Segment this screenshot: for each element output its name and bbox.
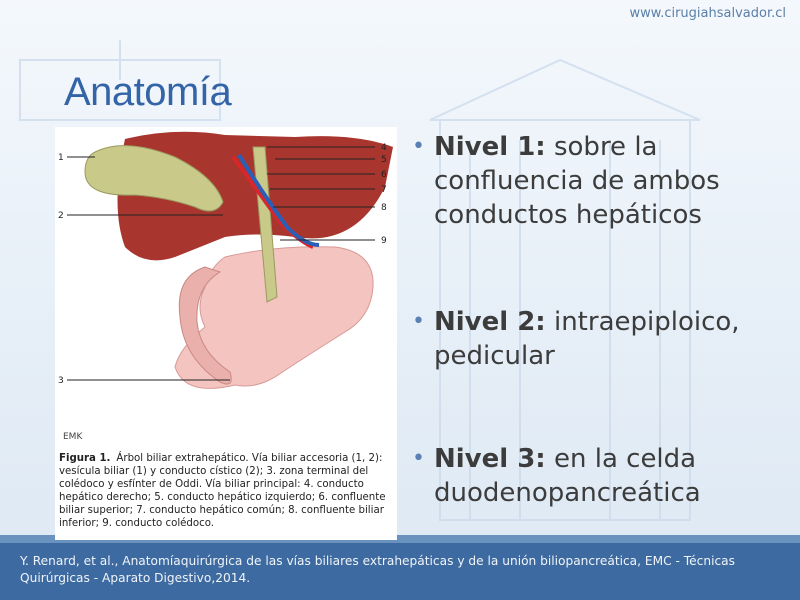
bullet-dot-icon: •: [412, 134, 425, 159]
label-1: 1: [58, 153, 64, 163]
label-9: 9: [381, 236, 387, 246]
bullet-text: intraepiploico, pedicular: [434, 307, 740, 371]
bullet-dot-icon: •: [412, 309, 425, 334]
label-2: 2: [58, 211, 64, 221]
label-6: 6: [381, 170, 387, 180]
label-8: 8: [381, 203, 387, 213]
bullet-lead: Nivel 1:: [434, 132, 546, 162]
anatomy-figure: [55, 127, 397, 540]
caption-label: Figura 1.: [59, 453, 111, 464]
caption-text: Árbol biliar extrahepático. Vía biliar accesoria (1, 2): vesícula biliar (1) y conducto cístico (2); 3. zona terminal del colédoco y esfínter de Oddi. Vía biliar principal: 4. conducto hepático derecho; 5. conducto hepático izquierdo; 6. confluente biliar superior; 7. conducto hepático común; 8. confluente biliar inferior; 9. conducto colédoco.: [59, 453, 386, 529]
bullet-nivel-2: [410, 305, 790, 373]
figure-caption: [59, 452, 393, 530]
biliary-tree-illustration: [55, 127, 397, 447]
label-7: 7: [381, 185, 387, 195]
label-3: 3: [58, 376, 64, 386]
slide-title: Anatomía: [64, 70, 232, 114]
bullet-nivel-3: [410, 442, 790, 510]
citation: Y. Renard, et al., Anatomíaquirúrgica de las vías biliares extrahepáticas y de la unión biliopancreática, EMC - Técnicas Quirúrgicas - Aparato Digestivo,2014.: [20, 554, 735, 585]
bullet-lead: Nivel 3:: [434, 444, 546, 474]
label-4: 4: [381, 143, 387, 153]
label-5: 5: [381, 155, 387, 165]
bullet-text: en la celda duodenopancreática: [434, 444, 701, 508]
bullet-nivel-1: [410, 130, 790, 232]
bullet-lead: Nivel 2:: [434, 307, 546, 337]
bullet-text: sobre la confluencia de ambos conductos hepáticos: [434, 132, 720, 230]
site-url: www.cirugiahsalvador.cl: [629, 6, 786, 21]
bullet-dot-icon: •: [412, 446, 425, 471]
publisher-logo: EMK: [63, 432, 83, 442]
